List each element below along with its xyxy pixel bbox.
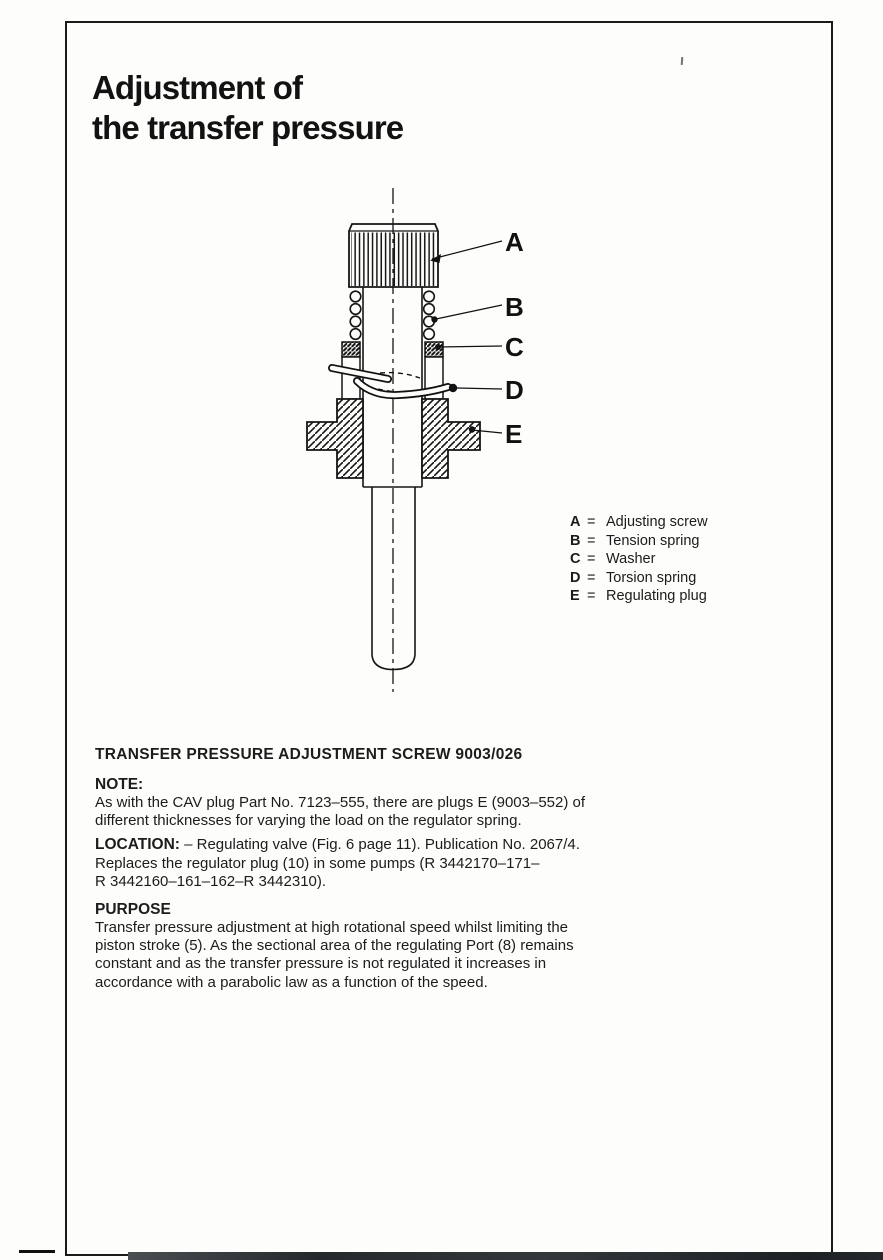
legend-equals: =	[587, 532, 596, 549]
location-first-line	[95, 836, 670, 854]
note-line: As with the CAV plug Part No. 7123–555, there are plugs E (9003–552) of	[95, 794, 586, 811]
purpose-line: accordance with a parabolic law as a function of the speed.	[95, 973, 488, 991]
legend-row	[570, 532, 708, 551]
legend-key: B	[570, 532, 581, 549]
page-title	[92, 68, 403, 148]
registration-dash	[19, 1250, 55, 1253]
legend-equals: =	[587, 514, 596, 530]
legend-equals: =	[587, 569, 596, 586]
legend-name: Washer	[606, 551, 656, 568]
legend-row	[570, 587, 708, 606]
part-label-a: A	[505, 227, 524, 257]
purpose-line: constant and as the transfer pressure is not regulated it increases in	[95, 955, 547, 973]
location-label: LOCATION:	[95, 836, 180, 854]
purpose-line: Transfer pressure adjustment at high rotational speed whilst limiting the	[95, 919, 569, 937]
note-label: NOTE:	[95, 776, 144, 793]
part-labels	[505, 227, 524, 449]
legend-key: A	[570, 514, 581, 530]
part-label-c: C	[505, 332, 524, 362]
note-paragraph	[95, 794, 670, 830]
section-heading: TRANSFER PRESSURE ADJUSTMENT SCREW 9003/026	[95, 746, 523, 763]
legend-row	[570, 550, 708, 569]
torsion-spring-tip	[449, 384, 457, 392]
legend-row	[570, 569, 708, 588]
note-line: different thicknesses for varying the load on the regulator spring.	[95, 812, 522, 830]
part-label-d: D	[505, 375, 524, 405]
legend-name: Adjusting screw	[606, 514, 708, 530]
legend-name: Torsion spring	[606, 569, 697, 586]
page-title-line-2: the transfer pressure	[92, 109, 404, 146]
location-rest: – Regulating valve (Fig. 6 page 11). Publication No. 2067/4.	[179, 836, 580, 854]
purpose-label: PURPOSE	[95, 901, 171, 919]
part-label-b: B	[505, 292, 524, 322]
legend-name: Tension spring	[606, 532, 700, 549]
purpose-line: piston stroke (5). As the sectional area of the regulating Port (8) remains	[95, 937, 574, 955]
legend-equals: =	[587, 551, 596, 568]
legend-name: Regulating plug	[606, 588, 707, 605]
legend-key: D	[570, 569, 581, 586]
adjusting-screw-cross-section-diagram	[280, 175, 545, 715]
purpose-paragraph	[95, 919, 670, 992]
location-line: Replaces the regulator plug (10) in some pumps (R 3442170–171–	[95, 854, 540, 872]
legend-key: C	[570, 551, 581, 568]
legend-row	[570, 513, 708, 532]
page-title-line-1: Adjustment of	[92, 69, 303, 106]
part-label-e: E	[505, 419, 523, 449]
scan-edge-bar	[128, 1252, 883, 1260]
location-paragraph	[95, 836, 670, 891]
body-text	[95, 745, 670, 992]
parts-legend	[570, 513, 708, 606]
legend-equals: =	[587, 588, 596, 605]
legend-key: E	[570, 588, 580, 605]
location-line: R 3442160–161–162–R 3442310).	[95, 872, 327, 890]
